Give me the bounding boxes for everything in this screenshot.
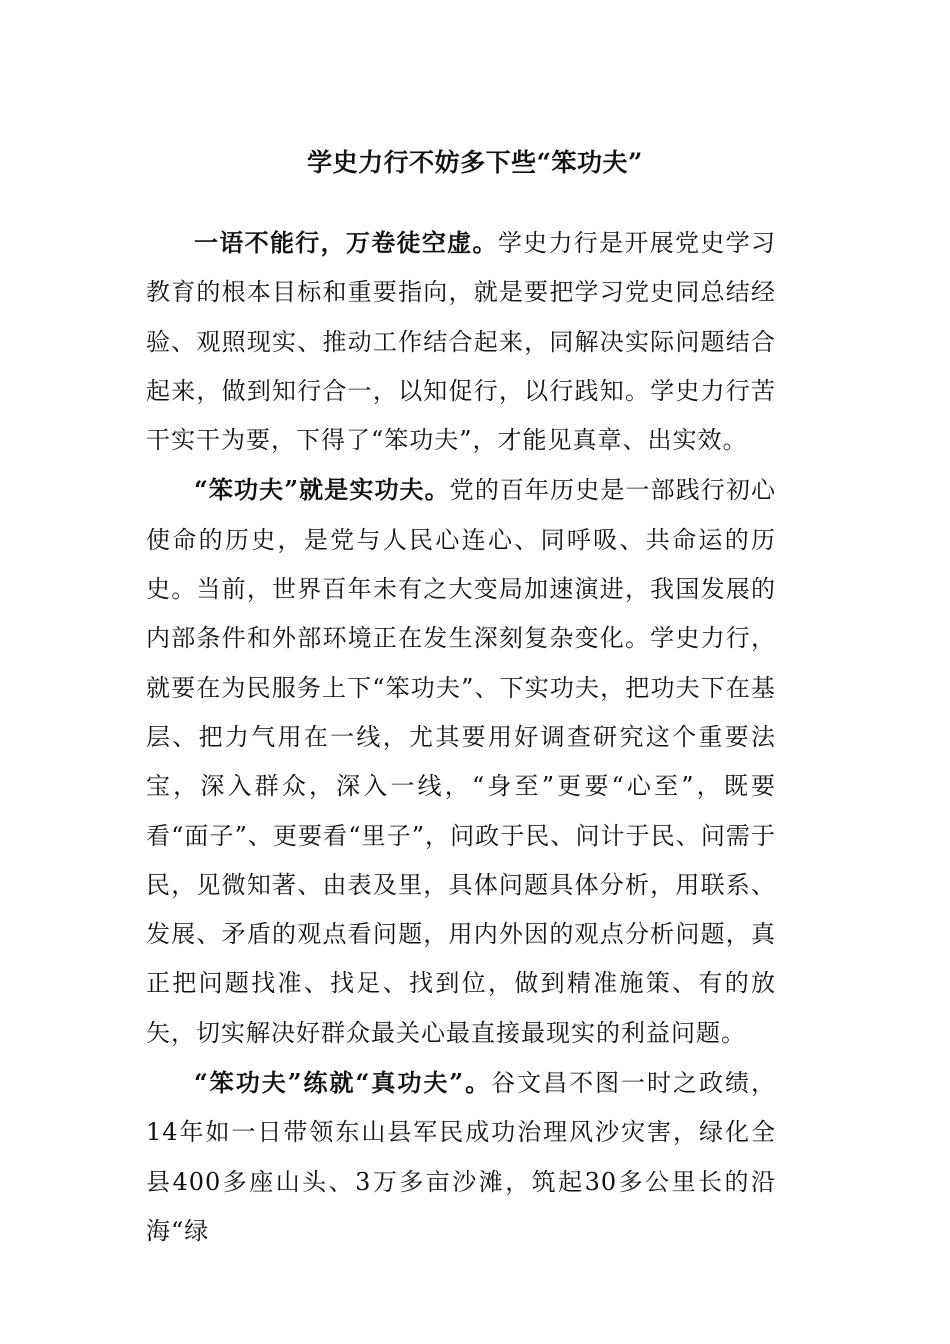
paragraph-1-text: 学史力行是开展党史学习教育的根本目标和重要指向，就是要把学习党史同总结经验、观照现实、推动工作结合起来，同解决实际问题结合起来，做到知行合一，以知促行，以行践知。学史力行苦干实干为要，下得了“笨功夫”，才能见真章、出实效。 xyxy=(146,229,777,455)
paragraph-3 xyxy=(146,1058,776,1256)
paragraph-3-lead: “笨功夫”练就“真功夫”。 xyxy=(194,1068,492,1098)
paragraph-2-text: 党的百年历史是一部践行初心使命的历史，是党与人民心连心、同呼吸、共命运的历史。当前，世界百年未有之大变局加速演进，我国发展的内部条件和外部环境正在发生深刻复杂变化。学史力行，就要在为民服务上下“笨功夫”、下实功夫，把功夫下在基层、把力气用在一线，尤其要用好调查研究这个重要法宝，深入群众，深入一线，“身至”更要“心至”，既要看“面子”、更要看“里子”，问政于民、问计于民、问需于民，见微知著、由表及里，具体问题具体分析，用联系、发展、矛盾的观点看问题，用内外因的观点分析问题，真正把问题找准、找足、找到位，做到精准施策、有的放矢，切实解决好群众最关心最直接最现实的利益问题。 xyxy=(146,476,777,1047)
paragraph-2-lead: “笨功夫”就是实功夫。 xyxy=(194,475,450,505)
paragraph-1 xyxy=(146,218,776,465)
paragraph-1-lead: 一语不能行，万卷徒空虚。 xyxy=(194,228,498,257)
paragraph-2 xyxy=(146,465,776,1058)
document-title: 学史力行不妨多下些“笨功夫” xyxy=(307,148,643,177)
paragraph-3-text: 谷文昌不图一时之政绩，14年如一日带领东山县军民成功治理风沙灾害，绿化全县400多座山头、3万多亩沙滩，筑起30多公里长的沿海“绿 xyxy=(146,1069,777,1245)
document-body xyxy=(146,218,776,1256)
